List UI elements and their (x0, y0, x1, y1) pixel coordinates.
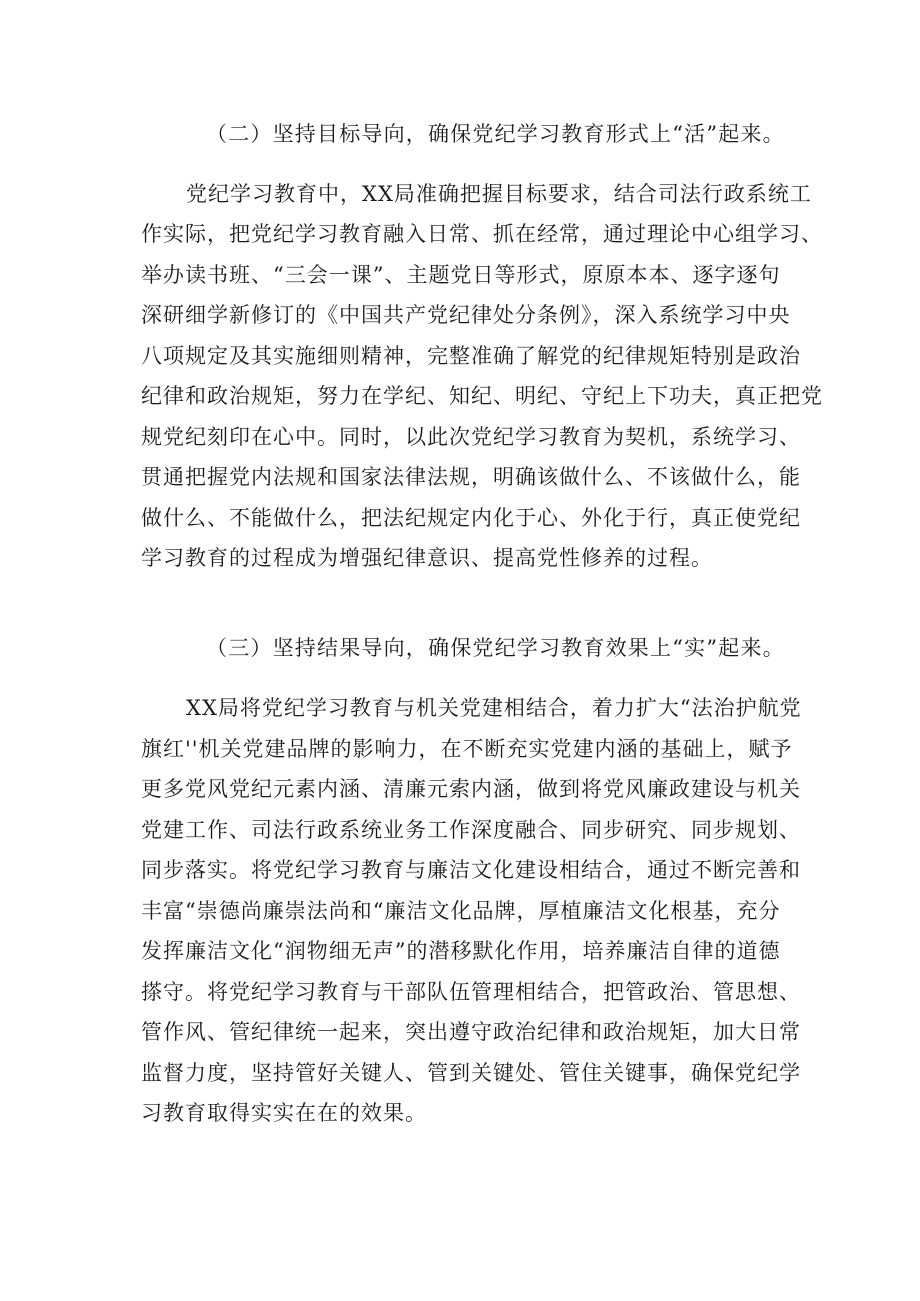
paragraph-line: 发挥廉洁文化“润物细无声”的潜移默化作用，培养廉洁自律的道德 (141, 939, 781, 963)
paragraph-line: 党建工作、司法行政系统业务工作深度融合、同步研究、同步规划、 (141, 818, 801, 842)
paragraph-line: 贯通把握党内法规和国家法律法规，明确该做什么、不该做什么，能 (141, 465, 801, 489)
paragraph-line: 搽守。将党纪学习教育与干部队伍管理相结合，把管政治、管思想、 (141, 980, 801, 1004)
paragraph-line: 八项规定及其实施细则精神，完整准确了解党的纪律规矩特别是政治 (141, 344, 801, 368)
section-two-heading: （二）坚持目标导向，确保党纪学习教育形式上“活”起来。 (206, 122, 785, 146)
paragraph-line: 丰富“崇德尚廉崇法尚和“廉洁文化品牌，厚植廉洁文化根基，充分 (141, 899, 781, 923)
paragraph-line: 党纪学习教育中，XX局准确把握目标要求，结合司法行政系统工 (186, 182, 812, 206)
paragraph-line: 学习教育的过程成为增强纪律意识、提高党性修养的过程。 (141, 546, 713, 570)
paragraph-line: 作实际，把党纪学习教育融入日常、抓在经常，通过理论中心组学习、 (141, 222, 823, 246)
paragraph-line: 同步落实。将党纪学习教育与廉洁文化建设相结合，通过不断完善和 (141, 858, 801, 882)
paragraph-line: 纪律和政治规矩，努力在学纪、知纪、明纪、守纪上下功夫，真正把党 (141, 384, 823, 408)
section-three-heading: （三）坚持结果导向，确保党纪学习教育效果上“实”起来。 (206, 636, 785, 660)
paragraph-line: XX局将党纪学习教育与机关党建相结合，着力扩大“法治护航党 (186, 696, 802, 720)
paragraph-line: 习教育取得实实在在的效果。 (141, 1101, 427, 1125)
paragraph-line: 管作风、管纪律统一起来，突出遵守政治纪律和政治规矩，加大日常 (141, 1020, 801, 1044)
paragraph-line: 更多党风党纪元素内涵、清廉元索内涵，做到将党风廉政建设与机关 (141, 777, 801, 801)
paragraph-line: 做什么、不能做什么，把法纪规定内化于心、外化于行，真正使党纪 (141, 506, 801, 530)
paragraph-line: 旗红''机关党建品牌的影响力，在不断充实党建内涵的基础上，赋予 (141, 737, 793, 761)
paragraph-line: 规党纪刻印在心中。同时，以此次党纪学习教育为契机，系统学习、 (141, 425, 801, 449)
paragraph-line: 深研细学新修订的《中国共产党纪律处分条例》，深入系统学习中央 (141, 303, 791, 327)
paragraph-line: 监督力度，坚持管好关键人、管到关键处、管住关键事，确保党纪学 (141, 1061, 801, 1085)
paragraph-line: 举办读书班、“三会一课”、主题党日等形式，原原本本、逐字逐句 (141, 263, 781, 287)
